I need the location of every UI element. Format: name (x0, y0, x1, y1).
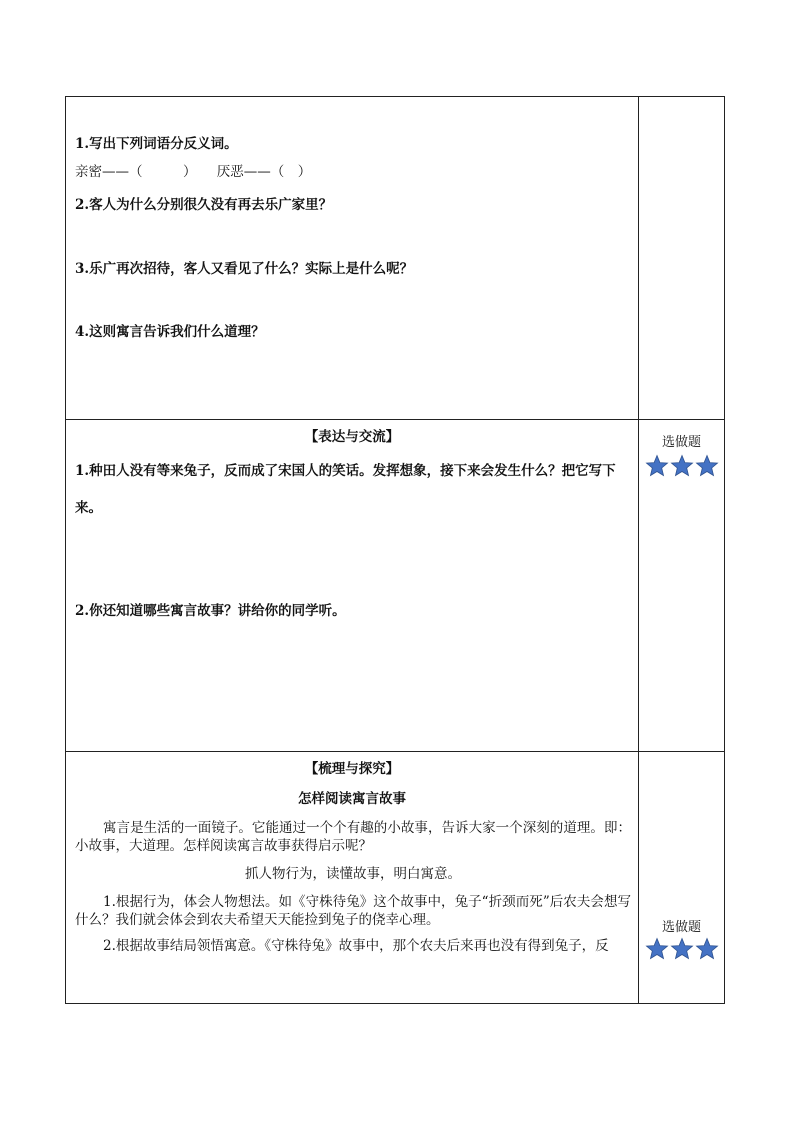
reading-side-cell (639, 97, 725, 420)
exploration-side-cell (639, 752, 725, 1004)
exploration-title: 怎样阅读寓言故事 (298, 791, 406, 807)
question-3: 3.乐广再次招待，客人又看见了什么？实际上是什么呢？ (75, 261, 414, 277)
question-1-blanks: 亲密——（ ） 厌恶——（ ） (75, 164, 312, 180)
section-expression (66, 420, 725, 752)
exploration-point-2: 2.根据故事结局领悟寓意。《守株待兔》故事中，那个农夫后来再也没有得到兔子，反 (103, 938, 609, 954)
expression-q2: 2.你还知道哪些寓言故事？讲给你的同学听。 (75, 603, 346, 619)
expression-q1-line1: 1.种田人没有等来兔子，反而成了宋国人的笑话。发挥想象，接下来会发生什么？把它写下 (75, 463, 616, 479)
star-icon (645, 454, 669, 478)
exploration-header: 【梳理与探究】 (304, 761, 400, 777)
difficulty-stars (639, 937, 724, 961)
question-1: 1.写出下列词语分反义词。 (75, 136, 238, 152)
section-exploration (66, 752, 725, 1004)
exploration-method: 抓人物行为，读懂故事，明白寓意。 (245, 866, 461, 882)
star-icon (695, 454, 719, 478)
star-icon (645, 937, 669, 961)
expression-header: 【表达与交流】 (304, 429, 400, 445)
exploration-cell (66, 752, 639, 1004)
star-icon (695, 937, 719, 961)
expression-side-cell (639, 420, 725, 752)
exploration-intro: 寓言是生活的一面镜子。它能通过一个个有趣的小故事，告诉大家一个深刻的道理。即：小故事，大道理。怎样阅读寓言故事获得启示呢？ (75, 820, 631, 854)
worksheet-table (65, 96, 725, 1004)
exploration-point-1: 1.根据行为，体会人物想法。如《守株待兔》这个故事中，兔子“折颈而死”后农夫会想写什么？我们就会体会到农夫希望天天能捡到兔子的侥幸心理。 (75, 894, 631, 928)
optional-tag: 选做题 (661, 435, 701, 450)
difficulty-stars (639, 454, 724, 478)
reading-questions-cell (66, 97, 639, 420)
expression-q1-line2: 来。 (75, 500, 102, 516)
star-icon (670, 454, 694, 478)
question-4: 4.这则寓言告诉我们什么道理？ (75, 324, 265, 340)
question-2: 2.客人为什么分别很久没有再去乐广家里？ (75, 197, 333, 213)
expression-cell (66, 420, 639, 752)
exploration-body (75, 819, 631, 963)
optional-tag: 选做题 (661, 920, 701, 935)
section-reading-questions (66, 97, 725, 420)
star-icon (670, 937, 694, 961)
